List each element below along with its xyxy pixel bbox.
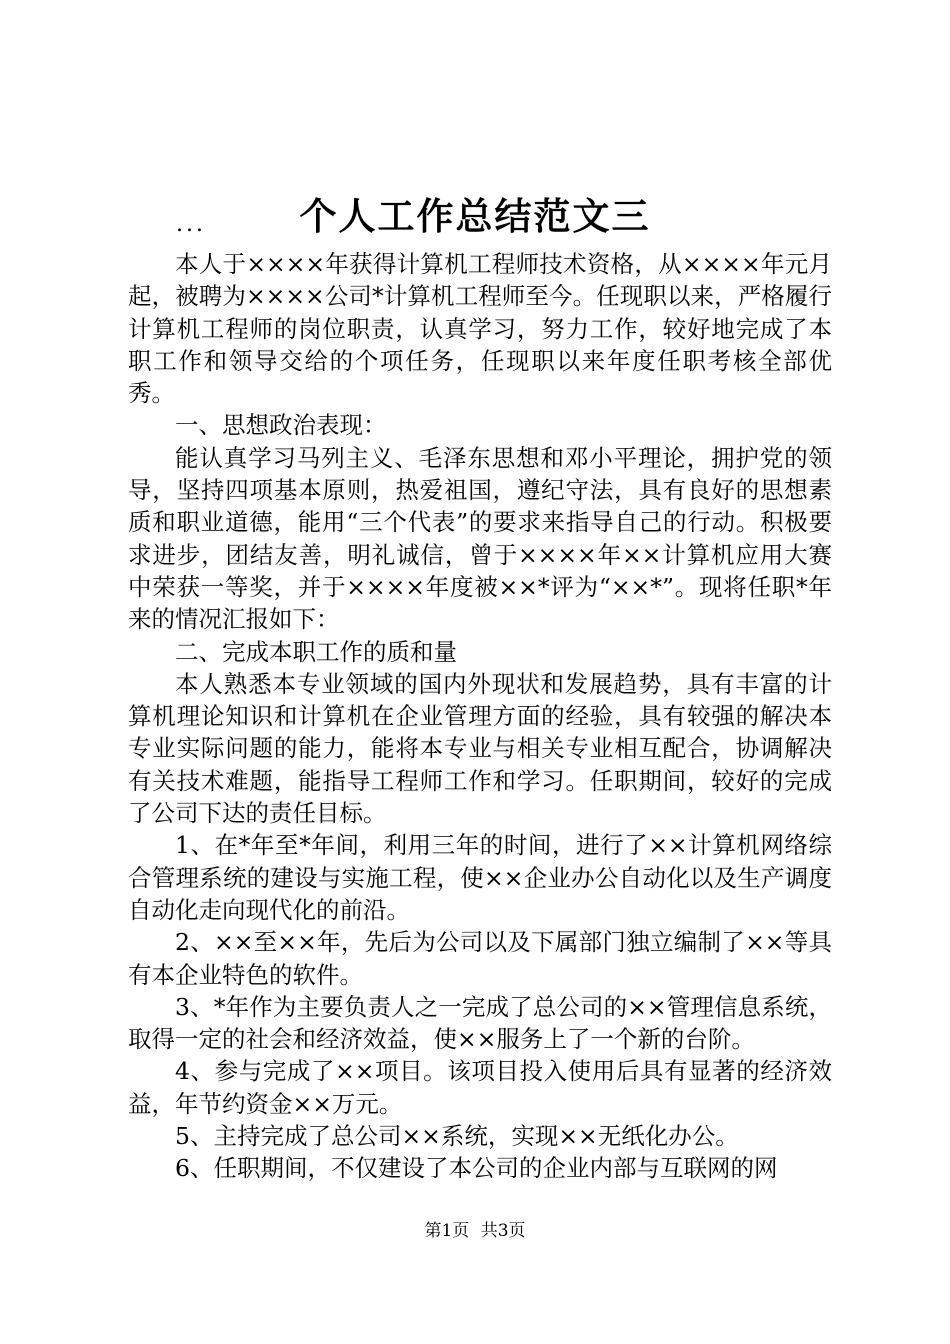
list-item-3: 3、*年作为主要负责人之一完成了总公司的××管理信息系统，取得一定的社会和经济效益，使××服务上了一个新的台阶。 <box>128 992 832 1054</box>
list-item-4: 4、参与完成了××项目。该项目投入使用后具有显著的经济效益，年节约资金××万元。 <box>128 1057 832 1118</box>
page-title: 个人工作总结范文三 <box>299 194 651 238</box>
document-body <box>128 248 832 1185</box>
list-item-1: 1、在*年至*年间，利用三年的时间，进行了××计算机网络综合管理系统的建设与实施工程，使××企业办公自动化以及生产调度自动化走向现代化的前沿。 <box>128 831 832 924</box>
page-number-footer: 第1页 共3页 <box>424 1221 526 1241</box>
list-item-2: 2、××至××年，先后为公司以及下属部门独立编制了××等具有本企业特色的软件。 <box>128 928 832 989</box>
list-item-5: 5、主持完成了总公司××系统，实现××无纸化办公。 <box>175 1122 739 1151</box>
heading-work: 二、完成本职工作的质和量 <box>175 637 457 666</box>
paragraph-work: 本人熟悉本专业领域的国内外现状和发展趋势，具有丰富的计算机理论知识和计算机在企业管理方面的经验，具有较强的解决本专业实际问题的能力，能将本专业与相关专业相互配合，协调解决有关技术难题，能指导工程师工作和学习。任职期间，较好的完成了公司下达的责任目标。 <box>128 669 832 828</box>
list-item-6: 6、任职期间，不仅建设了本公司的企业内部与互联网的网 <box>175 1154 778 1183</box>
paragraph-intro: 本人于××××年获得计算机工程师技术资格，从××××年元月起，被聘为××××公司*计算机工程师至今。任现职以来，严格履行计算机工程师的岗位职责，认真学习，努力工作，较好地完成了本职工作和领导交给的个项任务，任现职以来年度任职考核全部优秀。 <box>128 250 832 408</box>
ellipsis-text: ... <box>176 212 206 237</box>
paragraph-political: 能认真学习马列主义、毛泽东思想和邓小平理论，拥护党的领导，坚持四项基本原则，热爱祖国，遵纪守法，具有良好的思想素质和职业道德，能用“三个代表”的要求来指导自己的行动。积极要求进步，团结友善，明礼诚信，曾于××××年××计算机应用大赛中荣获一等奖，并于××××年度被××*评为“××*”。现将任职*年来的情况汇报如下： <box>128 443 832 634</box>
heading-political: 一、思想政治表现： <box>175 411 387 440</box>
